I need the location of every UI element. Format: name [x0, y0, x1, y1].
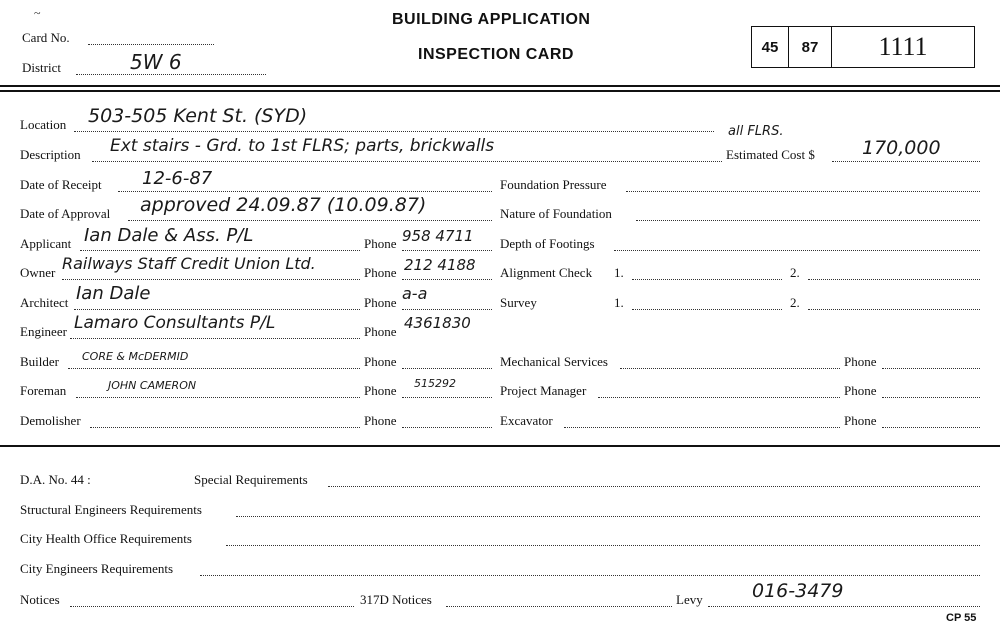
applicant-label: Applicant [20, 236, 72, 251]
title-line-1: BUILDING APPLICATION [392, 11, 591, 28]
builder-phone-label: Phone [364, 354, 397, 369]
owner-line [62, 279, 360, 280]
district-line [76, 74, 266, 75]
project-manager-label: Project Manager [500, 383, 587, 398]
foreman-phone-value: 515292 [414, 377, 456, 390]
alignment-num-2: 2. [790, 265, 800, 280]
alignment-line-1 [632, 279, 782, 280]
demolisher-phone-line [402, 427, 492, 428]
architect-phone-value: a-a [402, 284, 428, 303]
estimated-cost-line [832, 161, 980, 162]
date-approval-value: approved 24.09.87 (10.09.87) [140, 194, 427, 216]
architect-label: Architect [20, 295, 69, 310]
header-divider-2 [0, 90, 1000, 92]
owner-label: Owner [20, 265, 56, 280]
alignment-num-1: 1. [614, 265, 624, 280]
survey-label: Survey [500, 295, 537, 310]
owner-value: Railways Staff Credit Union Ltd. [62, 254, 316, 273]
levy-line [708, 606, 980, 607]
health-label: City Health Office Requirements [20, 531, 192, 546]
builder-phone-line [402, 368, 492, 369]
excavator-phone-line [882, 427, 980, 428]
structural-line [236, 516, 980, 517]
architect-phone-label: Phone [364, 295, 397, 310]
foundation-pressure-line [626, 191, 980, 192]
applicant-value: Ian Dale & Ass. P/L [84, 225, 254, 246]
applicant-phone-line [402, 250, 492, 251]
nature-foundation-line [636, 220, 980, 221]
survey-num-1: 1. [614, 295, 624, 310]
title-line-2: INSPECTION CARD [418, 46, 574, 63]
city-engineers-line [200, 575, 980, 576]
builder-line [68, 368, 360, 369]
notices-317d-label: 317D Notices [360, 592, 432, 607]
project-manager-line [598, 397, 840, 398]
engineer-value: Lamaro Consultants P/L [74, 313, 276, 333]
card-number-box [751, 26, 975, 68]
applicant-phone-value: 958 4711 [402, 227, 474, 245]
foreman-phone-label: Phone [364, 383, 397, 398]
header-divider-1 [0, 85, 1000, 87]
applicant-phone-label: Phone [364, 236, 397, 251]
depth-footings-label: Depth of Footings [500, 236, 595, 251]
survey-num-2: 2. [790, 295, 800, 310]
mechanical-phone-line [882, 368, 980, 369]
form-code: CP 55 [946, 612, 977, 624]
location-value: 503-505 Kent St. (SYD) [88, 105, 308, 127]
depth-footings-line [614, 250, 980, 251]
survey-line-1 [632, 309, 782, 310]
engineer-phone-value: 4361830 [404, 314, 471, 332]
builder-label: Builder [20, 354, 59, 369]
card-logo-mark: ~ [34, 6, 41, 20]
special-requirements-line [328, 486, 980, 487]
architect-value: Ian Dale [76, 283, 151, 304]
section-divider [0, 445, 1000, 447]
owner-phone-label: Phone [364, 265, 397, 280]
owner-phone-value: 212 4188 [404, 256, 476, 274]
notices-line [70, 606, 354, 607]
foreman-label: Foreman [20, 383, 67, 398]
excavator-label: Excavator [500, 413, 553, 428]
description-value: Ext stairs - Grd. to 1st FLRS; parts, brickwalls [110, 136, 495, 156]
city-engineers-label: City Engineers Requirements [20, 561, 174, 576]
project-manager-phone-line [882, 397, 980, 398]
alignment-line-2 [808, 279, 980, 280]
health-line [226, 545, 980, 546]
location-label: Location [20, 117, 67, 132]
builder-value: CORE & McDERMID [82, 350, 189, 363]
location-line [74, 131, 714, 132]
card-no-label: Card No. [22, 30, 70, 45]
estimated-cost-value: 170,000 [862, 137, 941, 159]
architect-phone-line [402, 309, 492, 310]
foundation-pressure-label: Foundation Pressure [500, 177, 607, 192]
engineer-line [70, 338, 360, 339]
applicant-line [80, 250, 360, 251]
demolisher-label: Demolisher [20, 413, 81, 428]
demolisher-line [90, 427, 360, 428]
alignment-check-label: Alignment Check [500, 265, 593, 280]
da-no-label: D.A. No. 44 : [20, 472, 91, 487]
structural-label: Structural Engineers Requirements [20, 502, 202, 517]
engineer-label: Engineer [20, 324, 67, 339]
levy-label: Levy [676, 592, 703, 607]
excavator-phone-label: Phone [844, 413, 877, 428]
box-cell-1: 45 [752, 27, 789, 67]
description-label: Description [20, 147, 81, 162]
survey-line-2 [808, 309, 980, 310]
foreman-phone-line [402, 397, 492, 398]
estimated-cost-label: Estimated Cost $ [726, 147, 815, 162]
engineer-phone-label: Phone [364, 324, 397, 339]
date-receipt-line [118, 191, 492, 192]
mechanical-line [620, 368, 840, 369]
description-line [92, 161, 722, 162]
architect-line [74, 309, 360, 310]
district-value: 5W 6 [130, 50, 182, 74]
date-approval-label: Date of Approval [20, 206, 111, 221]
nature-foundation-label: Nature of Foundation [500, 206, 612, 221]
card-no-line [88, 44, 214, 45]
foreman-line [76, 397, 360, 398]
notices-label: Notices [20, 592, 60, 607]
project-manager-phone-label: Phone [844, 383, 877, 398]
district-label: District [22, 60, 61, 75]
demolisher-phone-label: Phone [364, 413, 397, 428]
special-requirements-label: Special Requirements [194, 472, 308, 487]
owner-phone-line [402, 279, 492, 280]
date-receipt-value: 12-6-87 [142, 168, 213, 189]
box-cell-2: 87 [789, 27, 832, 67]
mechanical-phone-label: Phone [844, 354, 877, 369]
box-cell-3: 1111 [878, 32, 928, 61]
date-approval-line [128, 220, 492, 221]
date-receipt-label: Date of Receipt [20, 177, 102, 192]
mechanical-label: Mechanical Services [500, 354, 608, 369]
notices-317d-line [446, 606, 672, 607]
description-note: all FLRS. [728, 124, 784, 139]
levy-value: 016-3479 [752, 580, 844, 602]
foreman-value: JOHN CAMERON [108, 379, 197, 392]
excavator-line [564, 427, 840, 428]
